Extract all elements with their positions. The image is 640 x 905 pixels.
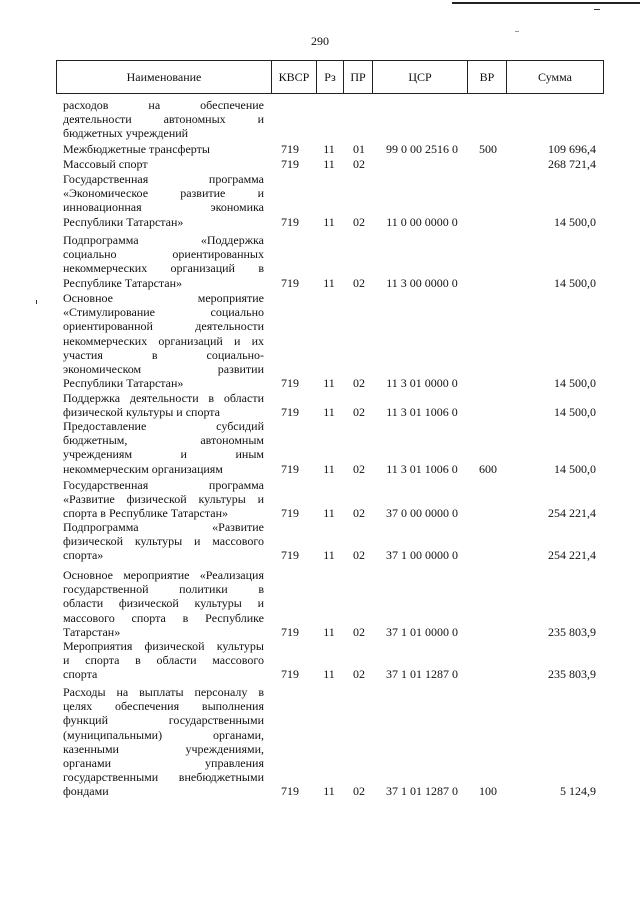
cell-kvsr: 719 bbox=[281, 624, 299, 639]
table-row bbox=[0, 391, 640, 419]
cell-pr: 02 bbox=[353, 784, 365, 799]
cell-rz: 11 bbox=[323, 548, 335, 563]
cell-pr: 02 bbox=[353, 506, 365, 521]
cell-sum: 254 221,4 bbox=[548, 506, 596, 521]
cell-sum: 5 124,9 bbox=[560, 784, 596, 799]
row-name-line: физической культуры и массового bbox=[63, 534, 264, 549]
row-name bbox=[63, 291, 264, 390]
cell-rz: 11 bbox=[323, 376, 335, 391]
cell-sum: 254 221,4 bbox=[548, 548, 596, 563]
header-rz: Рз bbox=[324, 70, 336, 84]
row-name-line: Подпрограмма «Поддержка bbox=[63, 233, 264, 247]
row-name-line: Основное мероприятие «Реализация bbox=[63, 568, 264, 582]
scan-artifact-mark bbox=[515, 31, 519, 32]
row-name-line: фондами bbox=[63, 784, 109, 799]
row-name-line: Татарстан» bbox=[63, 624, 121, 639]
row-name-line: учреждениям и иным bbox=[63, 447, 264, 462]
row-name bbox=[63, 157, 264, 171]
row-name-line: казенными учреждениями, bbox=[63, 741, 264, 756]
row-name-line: расходов на обеспечение bbox=[63, 98, 264, 112]
row-name-line: органами управления bbox=[63, 756, 264, 771]
cell-sum: 235 803,9 bbox=[548, 667, 596, 682]
cell-pr: 02 bbox=[353, 548, 365, 563]
cell-sum: 268 721,4 bbox=[548, 157, 596, 171]
row-name bbox=[63, 639, 264, 682]
row-name bbox=[63, 419, 264, 476]
row-name bbox=[63, 568, 264, 639]
row-name-line: «Стимулирование социально bbox=[63, 305, 264, 320]
cell-rz: 11 bbox=[323, 506, 335, 521]
table-row bbox=[0, 478, 640, 521]
cell-csr: 37 0 00 0000 0 bbox=[386, 506, 458, 521]
cell-kvsr: 719 bbox=[281, 157, 299, 171]
cell-csr: 11 3 01 1006 0 bbox=[386, 461, 458, 476]
row-name-line: государственными внебюджетными bbox=[63, 770, 264, 785]
cell-sum: 14 500,0 bbox=[554, 461, 596, 476]
row-name-line: спорта bbox=[63, 667, 98, 682]
row-name-line: целях обеспечения выполнения bbox=[63, 699, 264, 714]
page-number: 290 bbox=[311, 34, 329, 48]
table-row bbox=[0, 419, 640, 476]
cell-kvsr: 719 bbox=[281, 506, 299, 521]
row-name-line: области физической культуры и bbox=[63, 596, 264, 611]
cell-kvsr: 719 bbox=[281, 784, 299, 799]
row-name-line: Мероприятия физической культуры bbox=[63, 639, 264, 653]
cell-csr: 11 3 01 1006 0 bbox=[386, 405, 458, 420]
header-csr: ЦСР bbox=[408, 70, 432, 84]
row-name-line: массового спорта в Республике bbox=[63, 610, 264, 625]
row-name-line: Государственная программа bbox=[63, 478, 264, 492]
table-row bbox=[0, 233, 640, 290]
cell-csr: 11 3 00 0000 0 bbox=[386, 275, 458, 290]
row-name bbox=[63, 520, 264, 563]
row-name-line: инновационная экономика bbox=[63, 200, 264, 215]
row-name-line: деятельности автономных и bbox=[63, 112, 264, 127]
row-name-line: бюджетных учреждений bbox=[63, 126, 189, 141]
row-name-line: некоммерческих организаций в bbox=[63, 261, 264, 276]
row-name-line: спорта в Республике Татарстан» bbox=[63, 506, 229, 521]
cell-rz: 11 bbox=[323, 461, 335, 476]
table-row bbox=[0, 568, 640, 639]
row-name-line: «Экономическое развитие и bbox=[63, 186, 264, 201]
row-name-line: Основное мероприятие bbox=[63, 291, 264, 305]
table-header bbox=[56, 60, 604, 94]
cell-rz: 11 bbox=[323, 784, 335, 799]
cell-rz: 11 bbox=[323, 142, 335, 156]
cell-kvsr: 719 bbox=[281, 405, 299, 420]
cell-vr: 500 bbox=[479, 142, 497, 156]
cell-sum: 14 500,0 bbox=[554, 275, 596, 290]
cell-csr: 37 1 01 1287 0 bbox=[386, 784, 458, 799]
cell-rz: 11 bbox=[323, 275, 335, 290]
cell-pr: 02 bbox=[353, 376, 365, 391]
row-name-line: ориентированной деятельности bbox=[63, 319, 264, 334]
cell-sum: 14 500,0 bbox=[554, 405, 596, 420]
cell-kvsr: 719 bbox=[281, 461, 299, 476]
row-name-line: и спорта в области массового bbox=[63, 653, 264, 668]
header-vr: ВР bbox=[479, 70, 495, 84]
table-row bbox=[0, 98, 640, 141]
cell-pr: 02 bbox=[353, 667, 365, 682]
cell-csr: 37 1 01 1287 0 bbox=[386, 667, 458, 682]
table-row bbox=[0, 172, 640, 229]
cell-csr: 37 1 00 0000 0 bbox=[386, 548, 458, 563]
cell-kvsr: 719 bbox=[281, 275, 299, 290]
cell-sum: 14 500,0 bbox=[554, 214, 596, 229]
cell-rz: 11 bbox=[323, 405, 335, 420]
table-row bbox=[0, 157, 640, 171]
cell-sum: 14 500,0 bbox=[554, 376, 596, 391]
table-row bbox=[0, 142, 640, 156]
cell-rz: 11 bbox=[323, 214, 335, 229]
row-name-line: «Развитие физической культуры и bbox=[63, 492, 264, 507]
cell-csr: 99 0 00 2516 0 bbox=[386, 142, 458, 156]
cell-pr: 02 bbox=[353, 461, 365, 476]
header-kvsr: КВСР bbox=[278, 70, 310, 84]
cell-pr: 01 bbox=[353, 142, 365, 156]
row-name-line: государственной политики в bbox=[63, 582, 264, 597]
cell-pr: 02 bbox=[353, 624, 365, 639]
cell-kvsr: 719 bbox=[281, 376, 299, 391]
cell-kvsr: 719 bbox=[281, 548, 299, 563]
row-name bbox=[63, 172, 264, 229]
cell-vr: 100 bbox=[479, 784, 497, 799]
cell-vr: 600 bbox=[479, 461, 497, 476]
row-name bbox=[63, 98, 264, 141]
cell-sum: 235 803,9 bbox=[548, 624, 596, 639]
row-name-line: некоммерческих организаций и их bbox=[63, 333, 264, 348]
cell-pr: 02 bbox=[353, 405, 365, 420]
scan-artifact-mark bbox=[594, 9, 600, 10]
row-name-line: участия в социально- bbox=[63, 347, 264, 362]
row-name-line: физической культуры и спорта bbox=[63, 405, 221, 420]
table-row bbox=[0, 639, 640, 682]
row-name-line: функций государственными bbox=[63, 713, 264, 728]
cell-pr: 02 bbox=[353, 214, 365, 229]
row-name-line: Государственная программа bbox=[63, 172, 264, 186]
cell-rz: 11 bbox=[323, 667, 335, 682]
row-name bbox=[63, 478, 264, 521]
row-name-line: Расходы на выплаты персоналу в bbox=[63, 685, 264, 699]
table-row bbox=[0, 291, 640, 390]
row-name-line: Республике Татарстан» bbox=[63, 275, 183, 290]
row-name-line: (муниципальными) органами, bbox=[63, 727, 264, 742]
row-name-line: Предоставление субсидий bbox=[63, 419, 264, 433]
cell-rz: 11 bbox=[323, 157, 335, 171]
row-name-line: Республики Татарстан» bbox=[63, 376, 184, 391]
row-name-line: Республики Татарстан» bbox=[63, 214, 184, 229]
header-pr: ПР bbox=[350, 70, 366, 84]
row-name-line: экономическом развитии bbox=[63, 362, 264, 377]
cell-csr: 37 1 01 0000 0 bbox=[386, 624, 458, 639]
cell-pr: 02 bbox=[353, 157, 365, 171]
row-name bbox=[63, 142, 264, 156]
row-name bbox=[63, 233, 264, 290]
scan-artifact-line bbox=[452, 2, 640, 4]
row-name-line: Межбюджетные трансферты bbox=[63, 142, 210, 156]
row-name-line: бюджетным, автономным bbox=[63, 433, 264, 448]
row-name-line: некоммерческим организациям bbox=[63, 461, 223, 476]
row-name-line: Поддержка деятельности в области bbox=[63, 391, 264, 405]
table-row bbox=[0, 685, 640, 799]
cell-rz: 11 bbox=[323, 624, 335, 639]
table-row bbox=[0, 520, 640, 563]
cell-csr: 11 3 01 0000 0 bbox=[386, 376, 458, 391]
row-name-line: Массовый спорт bbox=[63, 157, 148, 171]
cell-kvsr: 719 bbox=[281, 142, 299, 156]
row-name bbox=[63, 685, 264, 799]
row-name bbox=[63, 391, 264, 419]
header-name: Наименование bbox=[126, 70, 202, 84]
cell-pr: 02 bbox=[353, 275, 365, 290]
row-name-line: спорта» bbox=[63, 548, 104, 563]
row-name-line: Подпрограмма «Развитие bbox=[63, 520, 264, 534]
header-sum: Сумма bbox=[538, 70, 572, 84]
cell-sum: 109 696,4 bbox=[548, 142, 596, 156]
cell-csr: 11 0 00 0000 0 bbox=[386, 214, 458, 229]
cell-kvsr: 719 bbox=[281, 214, 299, 229]
cell-kvsr: 719 bbox=[281, 667, 299, 682]
row-name-line: социально ориентированных bbox=[63, 247, 264, 262]
